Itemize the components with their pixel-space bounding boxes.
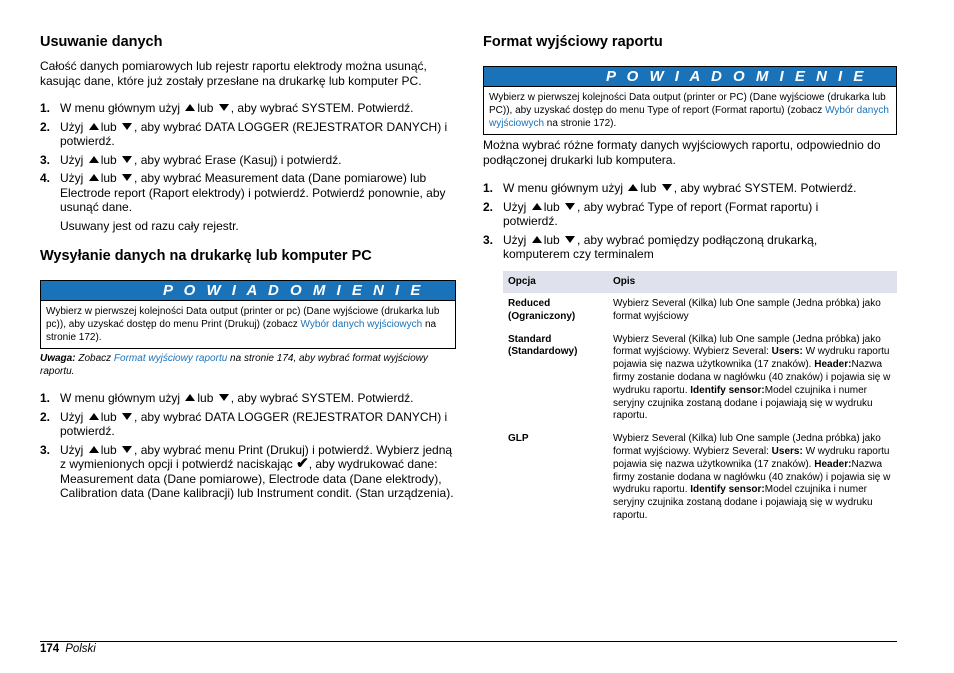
footer-divider: [40, 641, 897, 642]
list-item: [40, 101, 456, 116]
step-text: W menu głównym użyj: [60, 391, 181, 405]
step-text: lub: [100, 171, 117, 185]
description-text: Wybierz Several (Kilka) lub One sample (Jedna próbka) jako format wyjściowy: [613, 298, 881, 322]
description-text: Wybierz Several (Kilka) lub One sample (Jedna próbka) jako format wyjściowy. Wybierz Several:: [613, 433, 881, 457]
step-text: W menu głównym użyj: [503, 181, 624, 195]
field-label: Users:: [771, 346, 803, 358]
arrow-up-icon: [532, 236, 542, 243]
step-text: W menu głównym użyj: [60, 101, 181, 115]
step-number: 3.: [40, 152, 51, 167]
description-text: Nazwa firmy zostanie dodana w nagłówku (40 znaków) i pojawia się w wydruku raportu.: [613, 359, 891, 396]
note-text: Zobacz: [75, 353, 114, 364]
step-text: lub: [197, 101, 214, 115]
arrow-down-icon: [122, 446, 132, 453]
link-report-format[interactable]: Format wyjściowy raportu: [113, 353, 228, 364]
arrow-down-icon: [122, 413, 132, 420]
step-text: , aby wydrukować dane: Measurement data (Dane pomiarowe), Electrode data (Dane elektrody), Calibration data (Dane kalibracji) lub Instrument condit. (Stan urządzenia).: [60, 457, 454, 500]
field-label: Header:: [814, 359, 852, 371]
delete-steps-list: [40, 101, 456, 237]
report-steps-list: [483, 181, 897, 266]
footer: [40, 643, 96, 655]
step-text: lub: [543, 199, 560, 214]
arrow-up-icon: [185, 394, 195, 401]
option-name: Reduced (Ograniczony): [508, 298, 576, 322]
arrow-down-icon: [662, 184, 672, 191]
step-text: Użyj: [60, 171, 84, 185]
note: [40, 352, 456, 378]
notice-tail: na stronie 172).: [544, 118, 617, 129]
step-text: , aby wybrać pomiędzy podłączoną drukarką, komputerem czy terminalem: [503, 232, 818, 261]
notice-box-print: [40, 280, 456, 349]
step-text: , aby wybrać Erase (Kasuj) i potwierdź.: [134, 152, 342, 167]
step-result: Usuwany jest od razu cały rejestr.: [60, 218, 239, 233]
language-label: Polski: [65, 643, 96, 655]
step-number: 3.: [40, 442, 51, 457]
notice-text: [41, 301, 455, 348]
step-text: Użyj: [503, 232, 527, 247]
step-text: lub: [640, 181, 657, 195]
column-header-option: Opcja: [503, 271, 608, 293]
arrow-down-icon: [565, 203, 575, 210]
field-label: Header:: [814, 458, 852, 470]
notice-body: Wybierz w pierwszej kolejności Data output (printer or pc) (Dane wyjściowe (drukarka lub pc)), aby uzyskać dostęp do menu Print (Drukuj) (zobacz: [46, 306, 440, 330]
notice-text: [484, 87, 896, 134]
step-number: 4.: [40, 171, 51, 185]
step-text: lub: [100, 152, 117, 167]
step-text: Użyj: [503, 199, 527, 214]
step-text: lub: [543, 232, 560, 247]
table-row: [503, 293, 897, 329]
arrow-up-icon: [89, 413, 99, 420]
list-item: [40, 120, 456, 149]
table-row: [503, 329, 897, 429]
step-text: , aby wybrać Type of report (Format raportu) i potwierdź.: [503, 199, 819, 228]
list-item: [483, 200, 897, 229]
arrow-up-icon: [89, 174, 99, 181]
table-row: [503, 428, 897, 528]
arrow-down-icon: [219, 104, 229, 111]
step-text: lub: [197, 391, 214, 405]
note-label: Uwaga:: [40, 353, 76, 364]
notice-title-text: P O W I A D O M I E N I E: [163, 282, 424, 299]
arrow-up-icon: [532, 203, 542, 210]
checkmark-icon: ✔: [296, 455, 309, 472]
note-text: na stronie 174, aby wybrać format wyjściowy raportu.: [40, 353, 428, 377]
description-text: Nazwa firmy zostanie dodana w nagłówku (40 znaków) i pojawia się w wydruku raportu.: [613, 458, 891, 496]
step-text: , aby wybrać SYSTEM. Potwierdź.: [673, 181, 857, 195]
link-data-output[interactable]: Wybór danych wyjściowych: [489, 105, 889, 129]
list-item: [483, 233, 897, 262]
step-text: , aby wybrać DATA LOGGER (REJESTRATOR DANYCH) i potwierdź.: [60, 119, 448, 148]
field-label: Identify sensor:: [690, 484, 765, 496]
arrow-down-icon: [122, 174, 132, 181]
column-header-description: Opis: [608, 271, 897, 293]
step-text: Użyj: [60, 152, 84, 167]
send-steps-list: [40, 391, 456, 505]
step-text: , aby wybrać SYSTEM. Potwierdź.: [230, 391, 414, 405]
arrow-down-icon: [122, 123, 132, 130]
step-number: 2.: [483, 199, 494, 214]
step-text: , aby wybrać menu Print (Drukuj) i potwierdź. Wybierz jedną z wymienionych opcji i potwierdź naciskając: [60, 442, 453, 471]
list-item: [40, 443, 456, 501]
arrow-down-icon: [122, 156, 132, 163]
arrow-down-icon: [565, 236, 575, 243]
step-text: Użyj: [60, 442, 84, 457]
step-text: lub: [100, 442, 117, 457]
description-text: Model czujnika i numer seryjny czujnika zostaną dodane i pojawiają się w wydruku raportu.: [613, 384, 873, 422]
arrow-up-icon: [89, 123, 99, 130]
page-number: 174: [40, 643, 60, 655]
notice-title: [484, 67, 896, 87]
step-text: , aby wybrać SYSTEM. Potwierdź.: [230, 101, 414, 115]
link-data-output[interactable]: Wybór danych wyjściowych: [300, 319, 423, 330]
options-table: [503, 271, 897, 528]
step-text: , aby wybrać Measurement data (Dane pomiarowe) lub Electrode report (Raport elektrody) i potwierdź. Potwierdź ponownie, aby usunąć dane.: [60, 171, 446, 214]
list-item: [40, 391, 456, 406]
arrow-up-icon: [89, 446, 99, 453]
notice-box-report: [483, 66, 897, 135]
description-text: Model czujnika i numer seryjny czujnika zostaną dodane i pojawiają się w wydruku raportu.: [613, 484, 873, 521]
notice-body: Wybierz w pierwszej kolejności Data output (printer or PC) (Dane wyjściowe (drukarka lub PC)), aby uzyskać dostęp do menu Type of report (Format raportu) (zobacz: [489, 92, 886, 116]
step-text: Użyj: [60, 119, 84, 134]
step-number: 1.: [40, 391, 51, 405]
arrow-up-icon: [628, 184, 638, 191]
step-number: 1.: [483, 181, 494, 195]
step-text: lub: [100, 409, 117, 424]
step-number: 3.: [483, 232, 494, 247]
section-heading-delete-data: Usuwanie danych: [40, 34, 163, 50]
arrow-down-icon: [219, 394, 229, 401]
step-text: lub: [100, 119, 117, 134]
option-name: Standard (Standardowy): [508, 333, 578, 358]
arrow-up-icon: [89, 156, 99, 163]
description-text: W wydruku raportu pojawia się nazwa użytkownika (17 znaków).: [613, 346, 890, 371]
list-item: [40, 410, 456, 439]
notice-title: [41, 281, 455, 301]
step-number: 2.: [40, 119, 51, 134]
list-item: [483, 181, 897, 196]
delete-intro: Całość danych pomiarowych lub rejestr raportu elektrody można usunąć, kasując dane, które już zostały przesłane na drukarkę lub komputer PC.: [40, 59, 427, 88]
step-text: , aby wybrać DATA LOGGER (REJESTRATOR DANYCH) i potwierdź.: [60, 409, 448, 438]
notice-tail: na stronie 172).: [46, 319, 437, 343]
option-description: [608, 293, 897, 329]
notice-title-text: P O W I A D O M I E N I E: [606, 68, 867, 85]
section-heading-report-format: Format wyjściowy raportu: [483, 34, 663, 50]
report-intro: Można wybrać różne formaty danych wyjściowych raportu, odpowiednio do podłączonej drukarki lub komputera.: [483, 138, 881, 167]
list-item: [40, 153, 456, 168]
option-description: [608, 428, 897, 528]
step-number: 1.: [40, 101, 51, 115]
description-text: W wydruku raportu pojawia się nazwa użytkownika (17 znaków).: [613, 445, 890, 470]
option-name: GLP: [508, 433, 529, 445]
field-label: Users:: [771, 445, 803, 457]
option-description: [608, 329, 897, 429]
arrow-up-icon: [185, 104, 195, 111]
step-text: Użyj: [60, 409, 84, 424]
field-label: Identify sensor:: [690, 384, 765, 396]
step-number: 2.: [40, 409, 51, 424]
section-heading-send-data: Wysyłanie danych na drukarkę lub komputer PC: [40, 248, 372, 264]
table-header-row: [503, 271, 897, 293]
list-item: [40, 171, 456, 233]
description-text: Wybierz Several (Kilka) lub One sample (Jedna próbka) jako format wyjściowy. Wybierz Several:: [613, 333, 881, 358]
